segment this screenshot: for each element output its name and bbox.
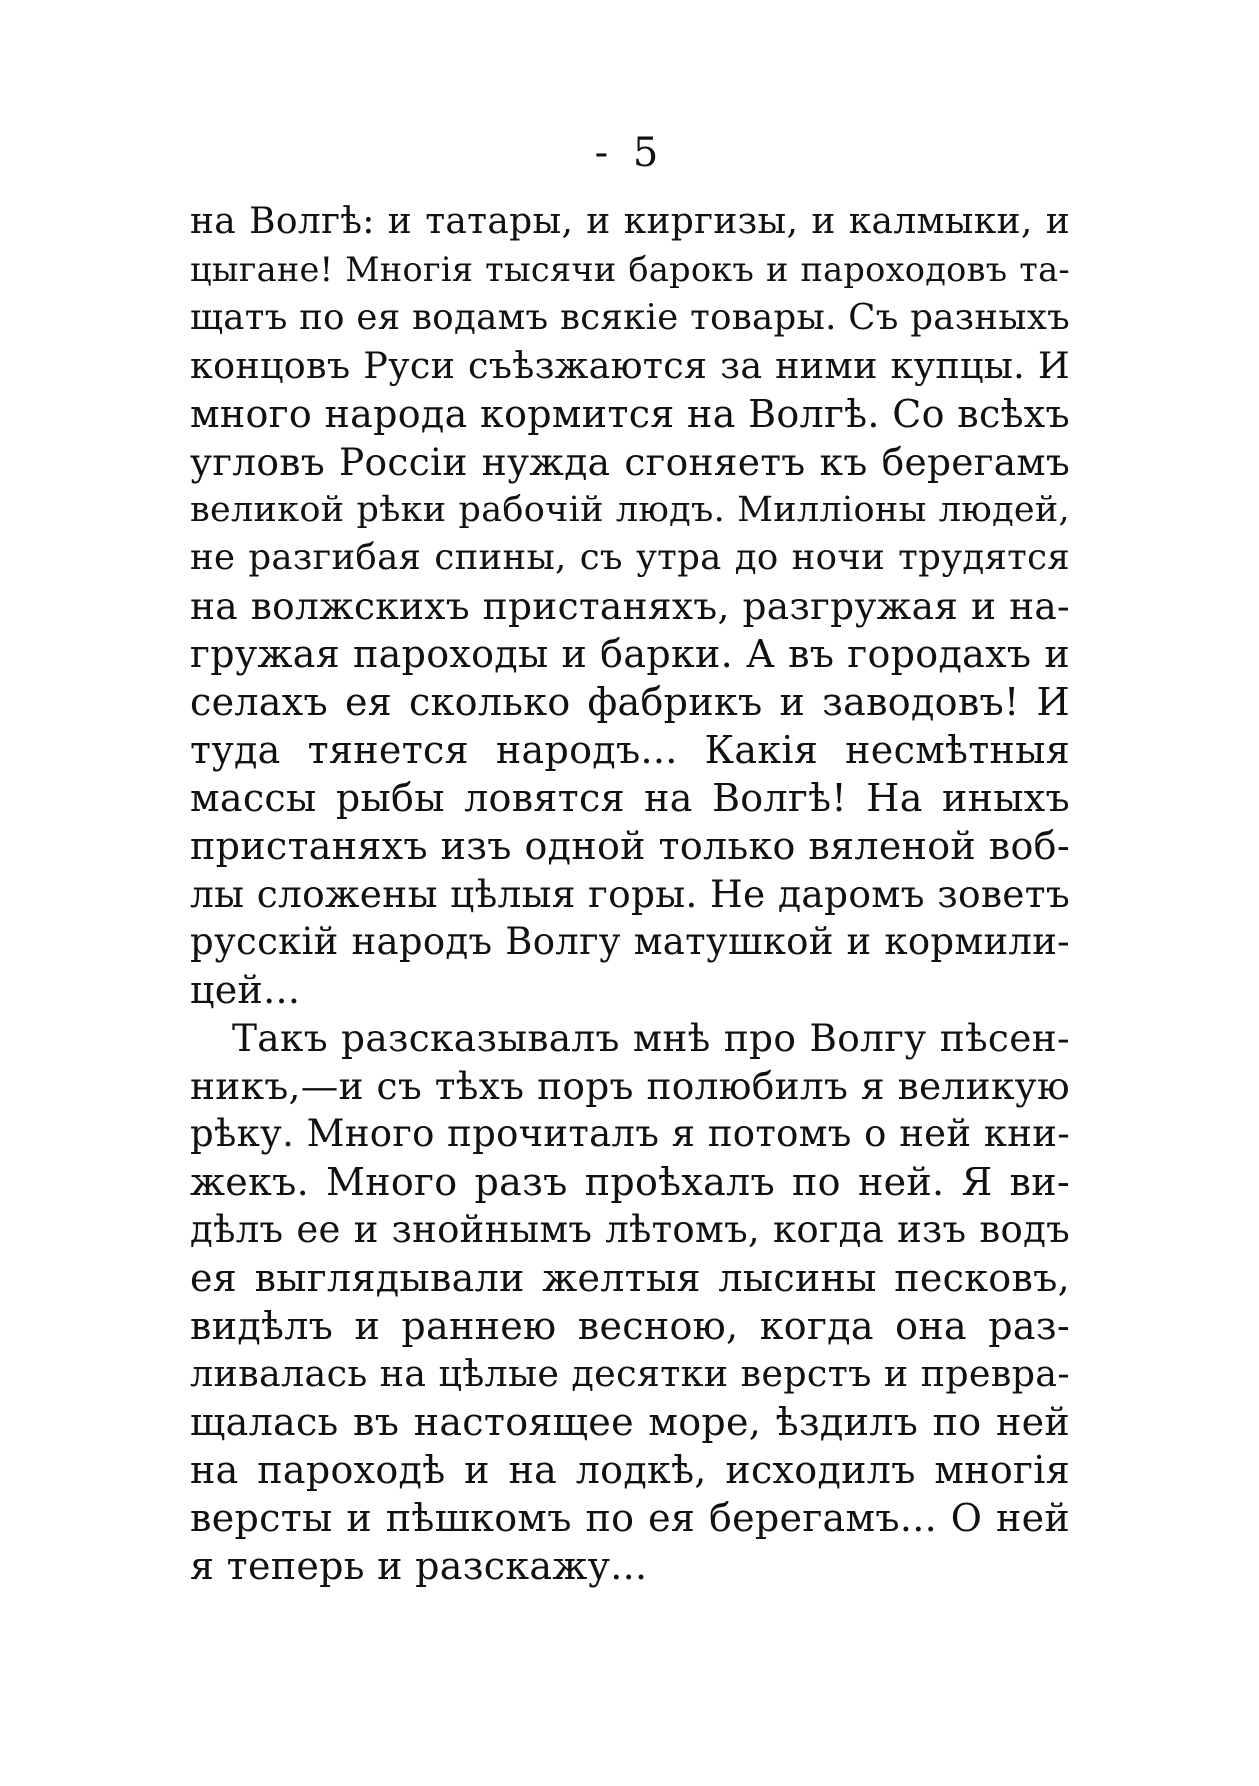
text-line: великой рѣки рабочій людъ. Милліоны людей, — [190, 490, 1070, 530]
text-line: никъ,—и съ тѣхъ поръ полюбилъ я великую — [190, 1064, 1070, 1108]
body-text — [190, 198, 1070, 1590]
text-line: жекъ. Много разъ проѣхалъ по ней. Я ви- — [190, 1160, 1070, 1204]
paragraph-2 — [190, 1014, 1070, 1590]
text-line: не разгибая спины, съ утра до ночи трудятся — [190, 537, 1070, 578]
text-line: рѣку. Много прочиталъ я потомъ о ней кни- — [190, 1112, 1070, 1155]
text-line: ея выглядывали желтыя лысины песковъ, — [190, 1256, 1070, 1300]
text-line: много народа кормится на Волгѣ. Со всѣхъ — [190, 392, 1070, 436]
text-line: селахъ ея сколько фабрикъ и заводовъ! И — [190, 680, 1070, 724]
text-line: дѣлъ ее и знойнымъ лѣтомъ, когда изъ водъ — [190, 1208, 1070, 1251]
text-line: пристаняхъ изъ одной только вяленой воб- — [190, 824, 1070, 868]
text-line: туда тянется народъ... Какія несмѣтныя — [190, 728, 1070, 772]
paragraph-1 — [190, 198, 1070, 1014]
page-number: - 5 — [594, 130, 665, 176]
text-line: на Волгѣ: и татары, и киргизы, и калмыки, и — [190, 201, 1070, 242]
text-line: щалась въ настоящее море, ѣздилъ по ней — [190, 1400, 1070, 1444]
text-line: массы рыбы ловятся на Волгѣ! На иныхъ — [190, 776, 1070, 820]
text-line: видѣлъ и раннею весною, когда она раз- — [190, 1304, 1070, 1348]
text-line: лы сложены цѣлыя горы. Не даромъ зоветъ — [190, 872, 1070, 916]
text-line: гружая пароходы и барки. А въ городахъ и — [190, 632, 1070, 676]
text-line: Такъ разсказывалъ мнѣ про Волгу пѣсен- — [232, 1016, 1070, 1060]
text-line: цей... — [190, 968, 301, 1012]
text-line: щатъ по ея водамъ всякіе товары. Съ разныхъ — [190, 297, 1071, 338]
text-line: версты и пѣшкомъ по ея берегамъ... О ней — [190, 1496, 1070, 1540]
text-line: на пароходѣ и на лодкѣ, исходилъ многія — [190, 1448, 1070, 1492]
text-line: концовъ Руси съѣзжаются за ними купцы. И — [190, 344, 1070, 387]
text-line: угловъ Россіи нужда сгоняетъ къ берегамъ — [190, 440, 1070, 484]
text-line: русскій народъ Волгу матушкой и кормили- — [190, 920, 1070, 963]
text-line: ливалась на цѣлые десятки верстъ и превра- — [190, 1352, 1070, 1395]
text-line: я теперь и разскажу... — [190, 1544, 648, 1588]
text-line: на волжскихъ пристаняхъ, разгружая и на- — [190, 584, 1070, 628]
text-line: цыгане! Многія тысячи барокъ и пароходовъ та- — [190, 250, 1070, 289]
